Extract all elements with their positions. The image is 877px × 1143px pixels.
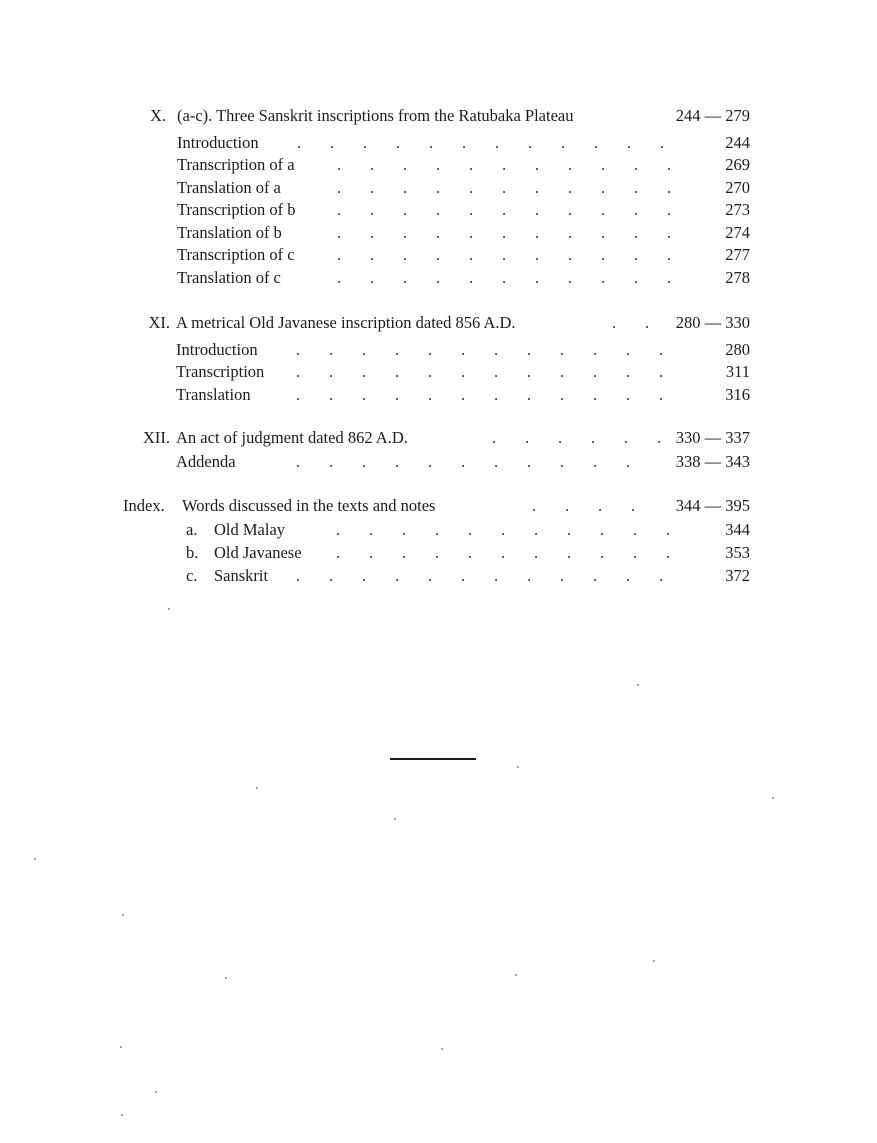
scan-speck (637, 684, 639, 686)
section-number: Index. (123, 496, 165, 515)
toc-subentry (177, 154, 750, 176)
subentry-label: Introduction (177, 133, 259, 152)
toc-entry-x (120, 105, 750, 127)
leader-dots: . . . . . . . . . . . . (296, 385, 664, 404)
subentry-label: Transcription (176, 362, 265, 381)
scan-speck (120, 1046, 122, 1048)
toc-subentry (176, 361, 750, 383)
page-number: 277 (725, 245, 750, 264)
leader-dots: . . . . (532, 496, 636, 515)
toc-subentry (177, 222, 750, 244)
page-number: 270 (725, 178, 750, 197)
toc-subentry (177, 132, 750, 154)
section-number: XI. (148, 313, 170, 332)
subentry-label: Old Malay (214, 520, 286, 539)
toc-entry-xii (120, 427, 750, 449)
subentry-letter: c. (186, 566, 198, 585)
subentry-label: Translation of c (177, 268, 281, 287)
page-range: 338 — 343 (675, 452, 750, 471)
scan-speck (517, 766, 519, 768)
leader-dots: . . . . . . . . . . . (337, 200, 672, 219)
subentry-label: Sanskrit (214, 566, 269, 585)
subentry-letter: a. (186, 520, 198, 539)
leader-dots: . . . . . . . . . . . (337, 178, 672, 197)
section-number: X. (149, 106, 166, 125)
scan-speck (515, 974, 517, 976)
subentry-label: Transcription of c (177, 245, 295, 264)
page-number: 372 (725, 566, 750, 585)
scan-speck (256, 787, 258, 789)
leader-dots: . . . . . . . . . . . . (296, 340, 664, 359)
page-range: 280 — 330 (675, 313, 750, 332)
toc-subentry (176, 339, 750, 361)
page-number: 273 (725, 200, 750, 219)
section-number: XII. (142, 428, 170, 447)
page-number: 311 (725, 362, 750, 381)
scan-speck (441, 1048, 443, 1050)
toc-subentry (176, 384, 750, 406)
leader-dots: . . . . . . . . . . . (336, 543, 671, 562)
page-number: 278 (725, 268, 750, 287)
scan-speck (772, 797, 774, 799)
page-range: 330 — 337 (675, 428, 750, 447)
subentry-label: Translation (176, 385, 251, 404)
scan-speck (394, 818, 396, 820)
scan-speck (168, 608, 170, 610)
page-range: 344 — 395 (675, 496, 750, 515)
scan-speck (225, 977, 227, 979)
toc-subentry (177, 244, 750, 266)
subentry-label: Transcription of b (177, 200, 296, 219)
page-number: 269 (725, 155, 750, 174)
section-title: (a-c). Three Sanskrit inscriptions from the Ratubaka Plateau (177, 106, 574, 125)
leader-dots: . . . . . . . . . . . (296, 452, 631, 471)
leader-dots: . . . . . . . . . . . . (296, 566, 664, 585)
leader-dots: . . . . . . . . . . . (337, 223, 672, 242)
section-title: An act of judgment dated 862 A.D. (176, 428, 408, 447)
subentry-letter: b. (186, 543, 199, 562)
toc-subentry (186, 565, 750, 587)
toc-entry-index (120, 495, 750, 517)
scan-speck (34, 858, 36, 860)
scan-speck (122, 914, 124, 916)
toc-entry-xi (120, 312, 750, 334)
page-range: 244 — 279 (675, 106, 750, 125)
leader-dots: . . . . . . . . . . . (337, 268, 672, 287)
leader-dots: . . . . . . . . . . . (337, 245, 672, 264)
page-number: 244 (725, 133, 750, 152)
subentry-label: Translation of a (177, 178, 281, 197)
subentry-label: Addenda (176, 452, 236, 471)
leader-dots: . . (612, 313, 650, 332)
leader-dots: . . . . . . . . . . . (336, 520, 671, 539)
leader-dots: . . . . . . (492, 428, 662, 447)
section-title: A metrical Old Javanese inscription dated 856 A.D. (176, 313, 516, 332)
scan-speck (121, 1114, 123, 1116)
scan-speck (155, 1091, 157, 1093)
page-number: 280 (725, 340, 750, 359)
toc-subentry (177, 199, 750, 221)
leader-dots: . . . . . . . . . . . . (296, 362, 664, 381)
subentry-label: Transcription of a (177, 155, 295, 174)
leader-dots: . . . . . . . . . . . (337, 155, 672, 174)
page-number: 353 (725, 543, 750, 562)
scan-speck (653, 960, 655, 962)
page-number: 344 (725, 520, 750, 539)
toc-subentry (186, 519, 750, 541)
closing-rule (390, 758, 476, 760)
toc-subentry (177, 177, 750, 199)
leader-dots: . . . . . . . . . . . . (297, 133, 665, 152)
subentry-label: Introduction (176, 340, 258, 359)
subentry-label: Translation of b (177, 223, 282, 242)
page-number: 274 (725, 223, 750, 242)
toc-subentry (177, 267, 750, 289)
subentry-label: Old Javanese (214, 543, 302, 562)
page-number: 316 (725, 385, 750, 404)
section-title: Words discussed in the texts and notes (182, 496, 436, 515)
toc-subentry (176, 451, 750, 473)
toc-subentry (186, 542, 750, 564)
